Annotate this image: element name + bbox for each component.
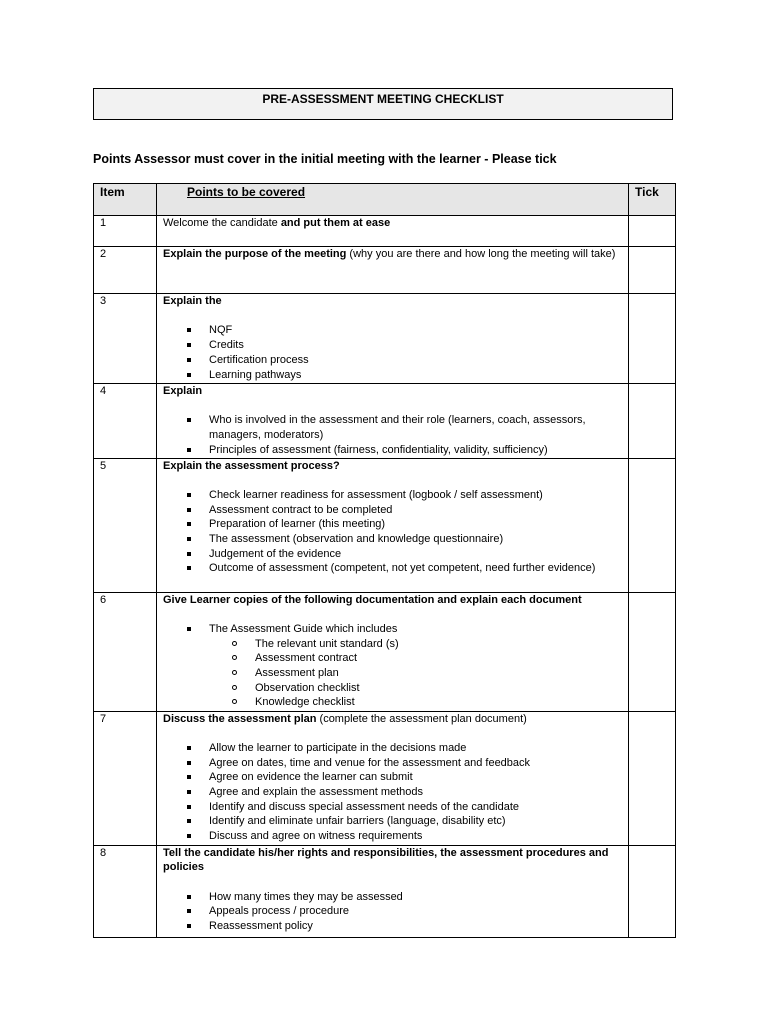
tick-cell[interactable] [629,247,676,294]
table-row [94,845,676,937]
sub-list-item: Assessment plan [255,666,622,681]
tick-column-header: Tick [629,184,676,216]
list-item: Judgement of the evidence [209,547,622,562]
list-item: Who is involved in the assessment and their role (learners, coach, assessors, managers, moderators) [209,413,622,442]
list-item: NQF [209,323,622,338]
tick-cell[interactable] [629,458,676,592]
list-item: Check learner readiness for assessment (logbook / self assessment) [209,488,622,503]
bullet-list [163,622,622,710]
bullet-list [163,741,622,844]
list-item: The Assessment Guide which includes The relevant unit standard (s) Assessment contract Assessment plan Observation checklist Knowledge checklist [209,622,622,710]
item-description: Discuss the assessment plan (complete the assessment plan document) Allow the learner to participate in the decisions made Agree on dates, time and venue for the assessment and feedback Agree on evidence the learner can submit Agree and explain the assessment methods Identify and discuss special assessment needs of the candidate Identify and eliminate unfair barriers (language, disability etc) Discuss and agree on witness requirements [157,711,629,845]
bullet-list [163,413,622,457]
item-number: 3 [94,294,157,384]
item-description: Give Learner copies of the following documentation and explain each document The Assessment Guide which includes The relevant unit standard (s) Assessment contract Assessment plan Observation checklist Knowledge checklist [157,592,629,711]
table-row [94,384,676,459]
list-item: Discuss and agree on witness requirements [209,829,622,844]
table-row [94,216,676,247]
list-item: Appeals process / procedure [209,904,622,919]
list-item: Assessment contract to be completed [209,503,622,518]
sub-list-item: The relevant unit standard (s) [255,637,622,652]
bullet-list [163,890,622,934]
table-row [94,711,676,845]
item-number: 1 [94,216,157,247]
document-title: PRE-ASSESSMENT MEETING CHECKLIST [93,88,673,120]
list-item: Outcome of assessment (competent, not yet competent, need further evidence) [209,561,622,576]
tick-cell[interactable] [629,592,676,711]
item-number: 6 [94,592,157,711]
list-item: The assessment (observation and knowledge questionnaire) [209,532,622,547]
checklist-table [93,183,676,938]
list-item: Reassessment policy [209,919,622,934]
table-header-row [94,184,676,216]
item-number: 8 [94,845,157,937]
sub-bullet-list [209,637,622,711]
table-row [94,458,676,592]
tick-cell[interactable] [629,711,676,845]
instructions-subtitle: Points Assessor must cover in the initial meeting with the learner - Please tick [93,152,557,166]
sub-list-item: Observation checklist [255,681,622,696]
item-description: Explain the purpose of the meeting (why you are there and how long the meeting will take) [157,247,629,294]
table-row [94,294,676,384]
list-item: Agree and explain the assessment methods [209,785,622,800]
item-number: 5 [94,458,157,592]
sub-list-item: Knowledge checklist [255,695,622,710]
item-description: Explain the NQF Credits Certification process Learning pathways [157,294,629,384]
points-column-header: Points to be covered [157,184,629,216]
item-description: Explain the assessment process? Check learner readiness for assessment (logbook / self assessment) Assessment contract to be completed Preparation of learner (this meeting) The assessment (observation and knowledge questionnaire) Judgement of the evidence Outcome of assessment (competent, not yet competent, need further evidence) [157,458,629,592]
tick-cell[interactable] [629,294,676,384]
item-number: 7 [94,711,157,845]
tick-cell[interactable] [629,384,676,459]
bullet-list [163,488,622,576]
table-row [94,247,676,294]
list-item: Learning pathways [209,368,622,383]
table-row [94,592,676,711]
list-item: How many times they may be assessed [209,890,622,905]
item-description: Tell the candidate his/her rights and responsibilities, the assessment procedures and policies How many times they may be assessed Appeals process / procedure Reassessment policy [157,845,629,937]
bullet-list [163,323,622,382]
item-description: Welcome the candidate and put them at ease [157,216,629,247]
item-number: 4 [94,384,157,459]
item-column-header: Item [94,184,157,216]
tick-cell[interactable] [629,216,676,247]
item-number: 2 [94,247,157,294]
tick-cell[interactable] [629,845,676,937]
list-item: Preparation of learner (this meeting) [209,517,622,532]
list-item: Certification process [209,353,622,368]
list-item: Allow the learner to participate in the decisions made [209,741,622,756]
list-item: Principles of assessment (fairness, confidentiality, validity, sufficiency) [209,443,622,458]
list-item: Identify and discuss special assessment needs of the candidate [209,800,622,815]
list-item: Agree on evidence the learner can submit [209,770,622,785]
list-item: Agree on dates, time and venue for the assessment and feedback [209,756,622,771]
list-item: Identify and eliminate unfair barriers (language, disability etc) [209,814,622,829]
sub-list-item: Assessment contract [255,651,622,666]
item-description: Explain Who is involved in the assessment and their role (learners, coach, assessors, managers, moderators) Principles of assessment (fairness, confidentiality, validity, sufficiency) [157,384,629,459]
list-item: Credits [209,338,622,353]
